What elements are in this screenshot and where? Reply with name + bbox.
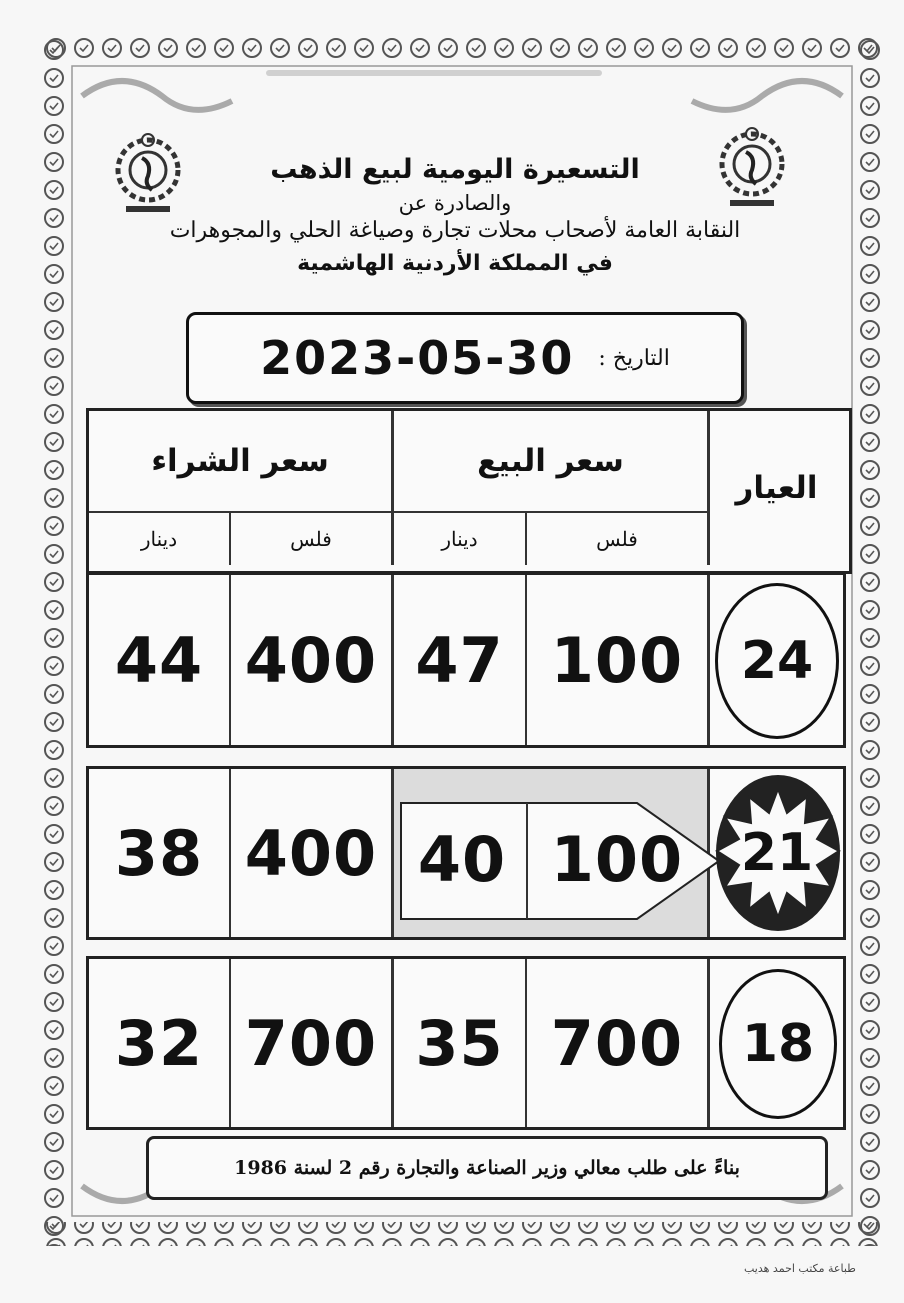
buy-fils-value: 700 (244, 1006, 378, 1080)
table-row (86, 572, 846, 748)
printer-credit: طباعة مكتب احمد هديب (744, 1262, 856, 1275)
sell-fils-value: 100 (550, 623, 684, 697)
buy-fils-header: فلس (290, 527, 332, 551)
sell-dinar-value: 47 (415, 623, 504, 697)
karat-column-header: العيار (735, 470, 818, 506)
buy-fils-value: 400 (244, 816, 378, 890)
sell-dinar-header: دينار (441, 527, 478, 551)
sell-dinar-value: 35 (415, 1006, 504, 1080)
buy-dinar-value: 38 (114, 816, 204, 890)
sell-fils-value: 100 (550, 822, 684, 896)
sell-fils-header: فلس (596, 527, 638, 551)
karat-badge (715, 583, 839, 739)
date-label: التاريخ : (598, 345, 670, 371)
buy-price-header: سعر الشراء (151, 443, 329, 479)
date-value: 2023-05-30 (260, 331, 575, 385)
buy-dinar-header: دينار (140, 527, 178, 551)
organization-name: النقابة العامة لأصحاب محلات تجارة وصياغة الحلي والمجوهرات (169, 218, 741, 243)
table-header (86, 408, 852, 574)
country-name: في المملكة الأردنية الهاشمية (297, 251, 613, 276)
buy-dinar-value: 44 (114, 623, 204, 697)
table-row (86, 956, 846, 1130)
buy-dinar-value: 32 (114, 1006, 204, 1080)
karat-value: 24 (740, 631, 814, 691)
page-title: التسعيرة اليومية لبيع الذهب (270, 154, 640, 185)
sell-dinar-value: 40 (417, 822, 507, 896)
header (90, 150, 820, 282)
footer-note: بناءً على طلب معالي وزير الصناعة والتجارة رقم 2 لسنة 1986 (146, 1136, 828, 1200)
sell-price-header: سعر البيع (477, 443, 624, 479)
top-divider (266, 70, 602, 76)
karat-badge (719, 969, 837, 1119)
sell-fils-value: 700 (550, 1006, 684, 1080)
table-row (86, 766, 846, 940)
buy-fils-value: 400 (244, 623, 378, 697)
date-box (186, 312, 744, 404)
karat-value: 18 (741, 1014, 815, 1074)
karat-value: 21 (740, 823, 814, 883)
issued-by-text: والصادرة عن (398, 191, 512, 215)
